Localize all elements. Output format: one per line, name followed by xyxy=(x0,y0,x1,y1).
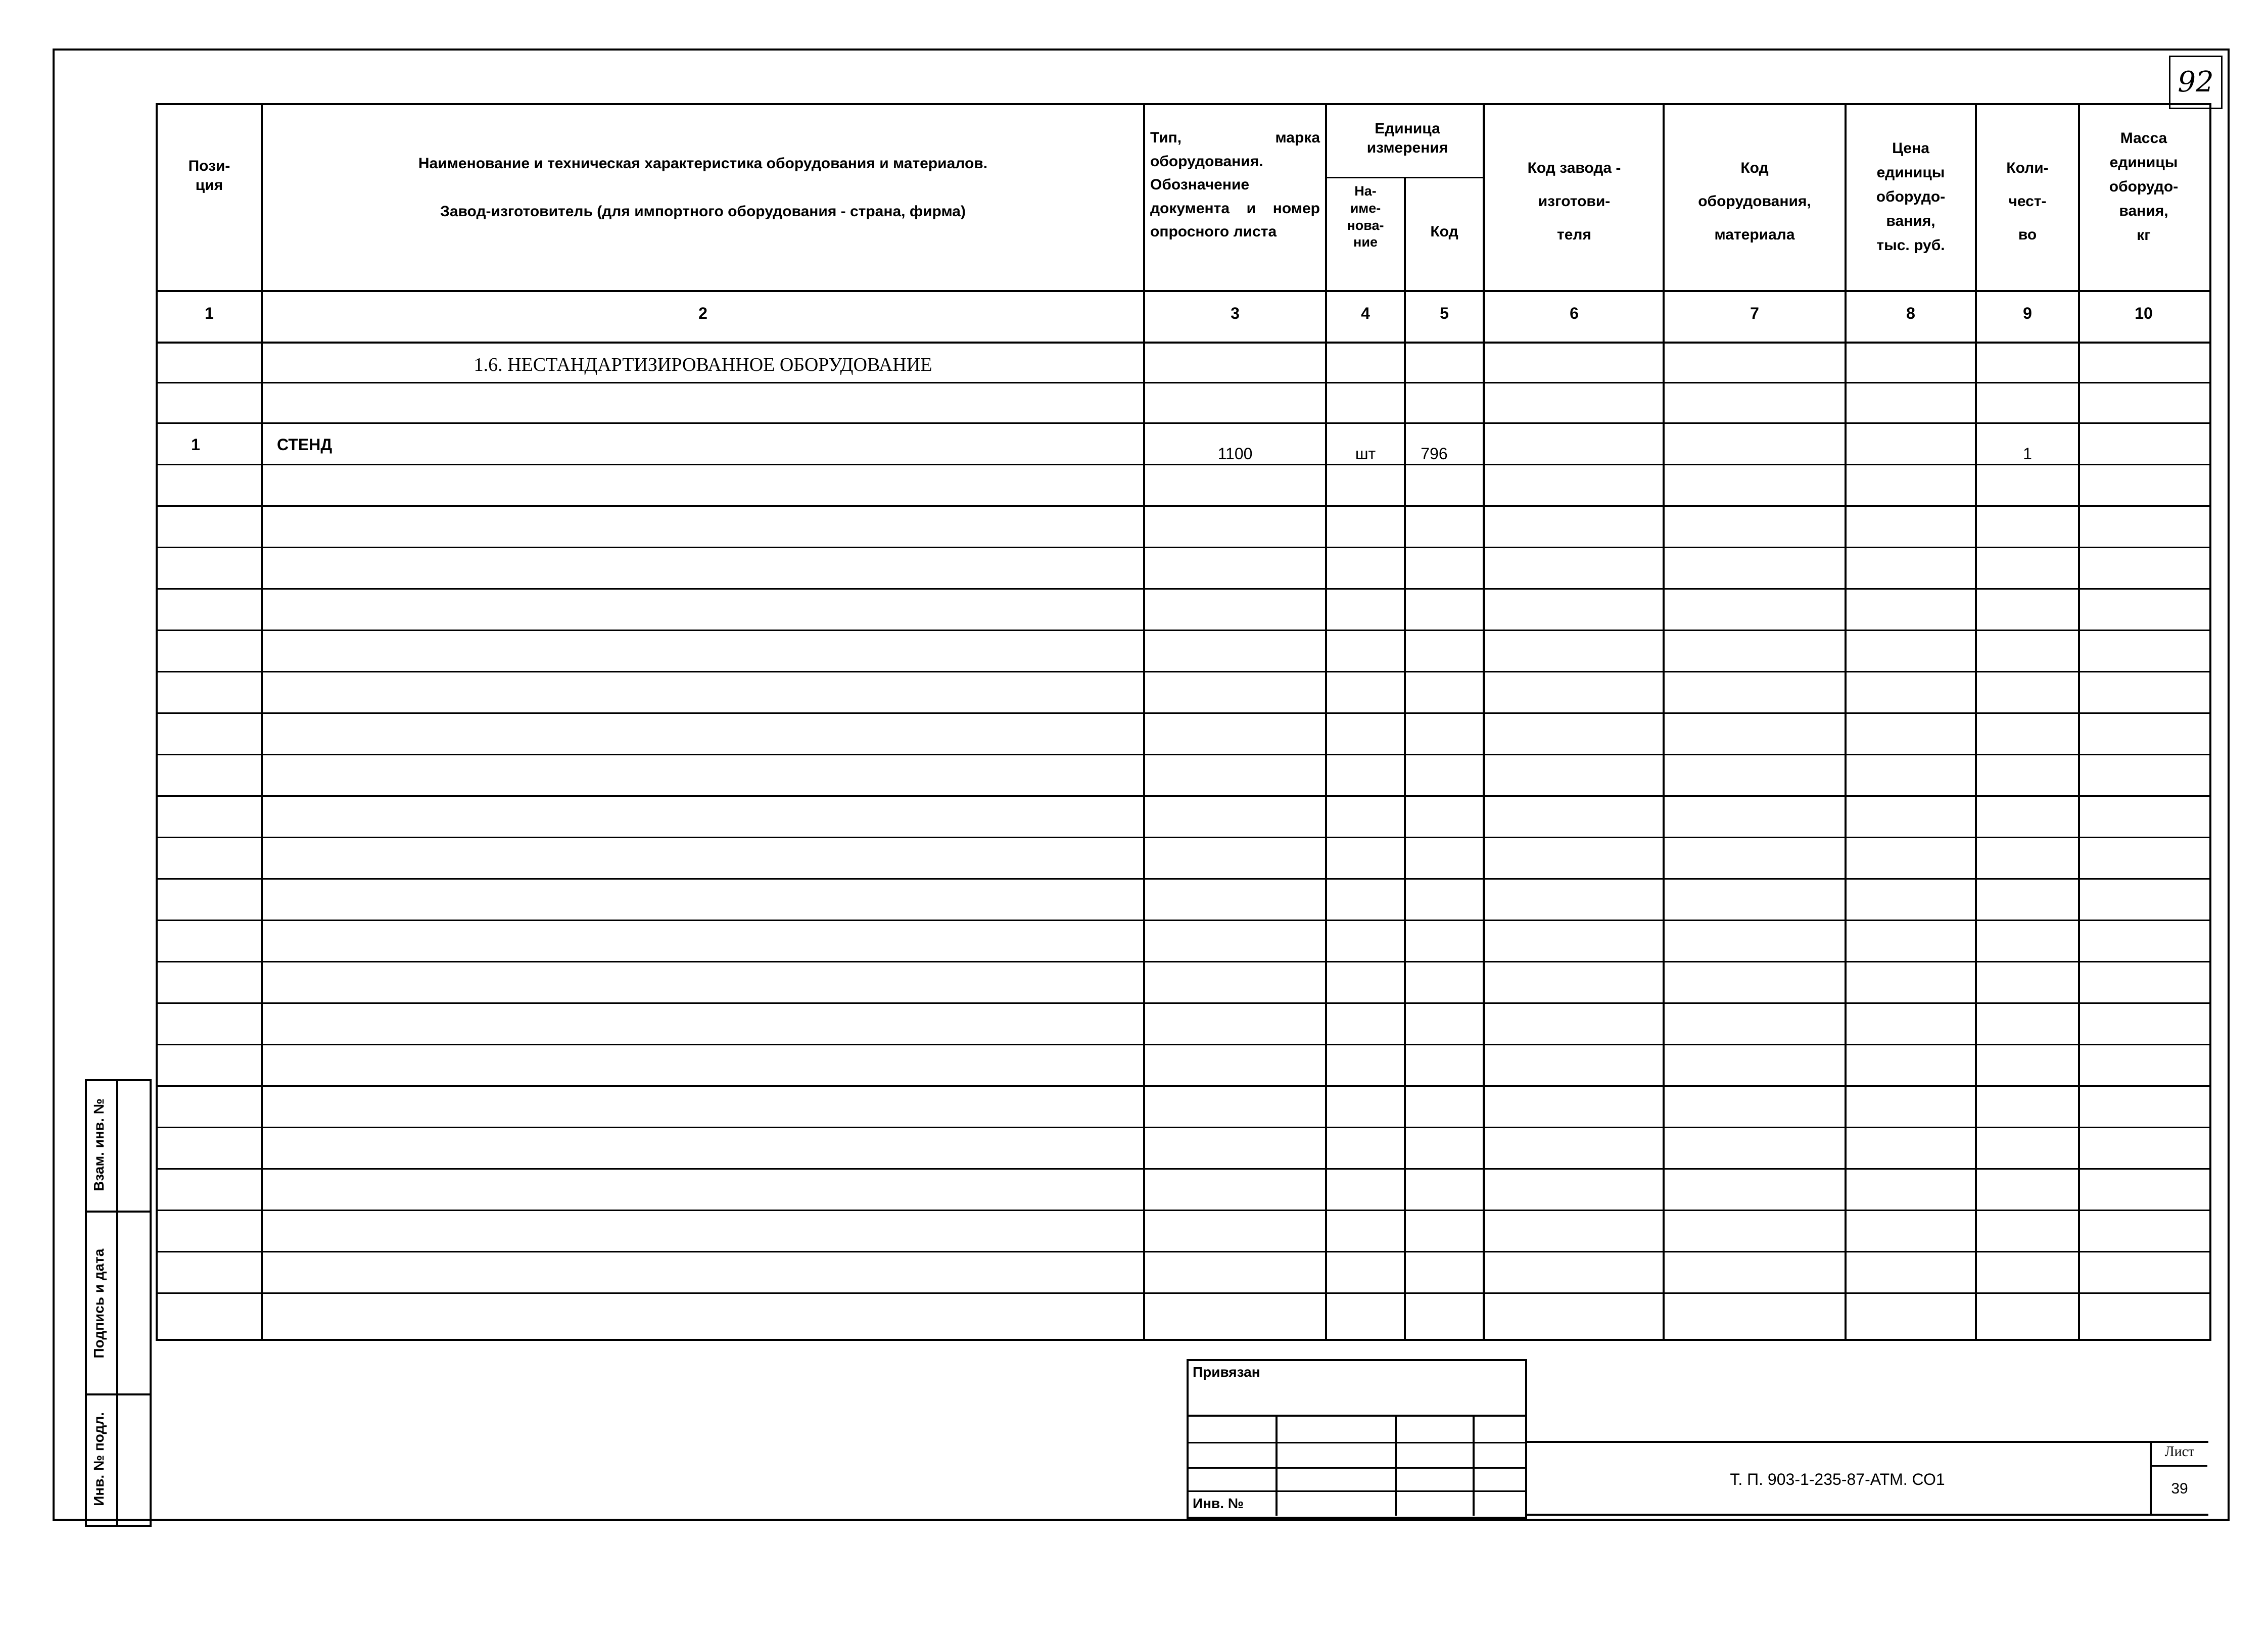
col-line-5 xyxy=(1483,103,1485,1339)
header-unit-code: Код xyxy=(1430,223,1458,240)
row-1-name: СТЕНД xyxy=(277,436,333,454)
row-1-position: 1 xyxy=(191,436,200,454)
col-line-8 xyxy=(1975,103,1977,1339)
inventory-label: Инв. № xyxy=(1193,1495,1244,1511)
table-row-line xyxy=(156,920,2209,921)
header-quantity: Коли- чест- во xyxy=(2006,160,2049,243)
side-label-vzam: Взам. инв. № xyxy=(91,1098,107,1191)
table-row-line xyxy=(156,630,2209,631)
table-row-line xyxy=(156,588,2209,590)
binding-stamp-frame xyxy=(1187,1359,1527,1519)
header-equipment-code: Код оборудования, материала xyxy=(1698,160,1811,243)
colnum-4: 4 xyxy=(1361,304,1370,322)
table-row-line xyxy=(156,1044,2209,1045)
table-row-line xyxy=(156,878,2209,880)
list-number: 39 xyxy=(2171,1480,2188,1497)
sheet-mark: 92 xyxy=(2178,66,2214,99)
table-row-line xyxy=(156,1002,2209,1004)
table-row-line xyxy=(156,712,2209,714)
table-row-line xyxy=(156,422,2209,424)
side-stamp-divider xyxy=(116,1079,118,1525)
side-label-podpis: Подпись и дата xyxy=(91,1248,107,1359)
colnum-2: 2 xyxy=(698,304,707,322)
table-row-line xyxy=(156,1210,2209,1211)
header-name-line2: Завод-изготовитель (для импортного оборудования - страна, фирма) xyxy=(440,203,966,220)
col-line-2 xyxy=(1143,103,1145,1339)
col-line-9 xyxy=(2078,103,2080,1339)
colnum-5: 5 xyxy=(1440,304,1449,322)
header-position: Пози- ция xyxy=(188,158,230,194)
table-row-line xyxy=(156,505,2209,507)
table-row-line xyxy=(156,961,2209,962)
table-row-line xyxy=(156,1251,2209,1252)
colnum-9: 9 xyxy=(2023,304,2032,322)
table-row-line xyxy=(156,547,2209,548)
col-line-7 xyxy=(1845,103,1847,1339)
colnum-7: 7 xyxy=(1750,304,1759,322)
header-name-line1: Наименование и техническая характеристика оборудования и материалов. xyxy=(418,155,988,172)
side-label-inv: Инв. № подл. xyxy=(91,1412,107,1506)
binding-col-3 xyxy=(1473,1415,1475,1516)
colnum-8: 8 xyxy=(1906,304,1915,322)
table-row-line xyxy=(156,1292,2209,1294)
colnum-3: 3 xyxy=(1231,304,1240,322)
table-row-line xyxy=(156,754,2209,755)
side-stamp-line-1 xyxy=(85,1211,152,1213)
header-unit-name: На- име- нова- ние xyxy=(1347,183,1384,250)
table-row-line xyxy=(156,382,2209,383)
table-row-line xyxy=(156,1085,2209,1087)
colnum-bottom-line xyxy=(156,342,2209,344)
colnum-1: 1 xyxy=(205,304,214,322)
row-1-unit-code: 796 xyxy=(1421,445,1448,463)
header-unit-group: Единица измерения xyxy=(1366,120,1448,156)
table-row-line xyxy=(156,795,2209,797)
section-title: 1.6. НЕСТАНДАРТИЗИРОВАННОЕ ОБОРУДОВАНИЕ xyxy=(474,354,932,375)
col-line-4 xyxy=(1404,177,1406,1339)
row-1-type: 1100 xyxy=(1217,445,1253,463)
table-row-line xyxy=(156,1168,2209,1170)
header-plant-code: Код завода - изготови- теля xyxy=(1527,160,1621,243)
colnum-6: 6 xyxy=(1570,304,1579,322)
colnum-10: 10 xyxy=(2135,304,2153,322)
table-row-line xyxy=(156,837,2209,838)
header-mass: Масса единицы оборудо- вания, кг xyxy=(2109,130,2179,244)
row-1-unit-name: шт xyxy=(1355,445,1376,463)
title-block-top xyxy=(1525,1441,2208,1443)
col-line-3 xyxy=(1325,103,1327,1339)
col-line-6 xyxy=(1663,103,1665,1339)
document-code: Т. П. 903-1-235-87-АТМ. СО1 xyxy=(1730,1470,1945,1488)
spec-table-frame xyxy=(156,103,2211,1341)
title-block-list-line xyxy=(2150,1465,2207,1467)
header-bottom-line xyxy=(156,290,2209,292)
unit-group-line xyxy=(1327,177,1485,178)
binding-label: Привязан xyxy=(1193,1364,1260,1380)
table-row-line xyxy=(156,464,2209,465)
col-line-1 xyxy=(261,103,263,1339)
binding-col-1 xyxy=(1275,1415,1278,1516)
binding-col-2 xyxy=(1395,1415,1397,1516)
table-row-line xyxy=(156,1127,2209,1128)
table-row-line xyxy=(156,671,2209,672)
header-price: Цена единицы оборудо- вания, тыс. руб. xyxy=(1876,140,1946,254)
header-type: Тип, марка оборудования. Обозначение документа и номер опросного листа xyxy=(1150,129,1320,240)
row-1-quantity: 1 xyxy=(2023,445,2032,463)
title-block-bottom xyxy=(1525,1514,2208,1516)
list-label: Лист xyxy=(2164,1444,2195,1460)
